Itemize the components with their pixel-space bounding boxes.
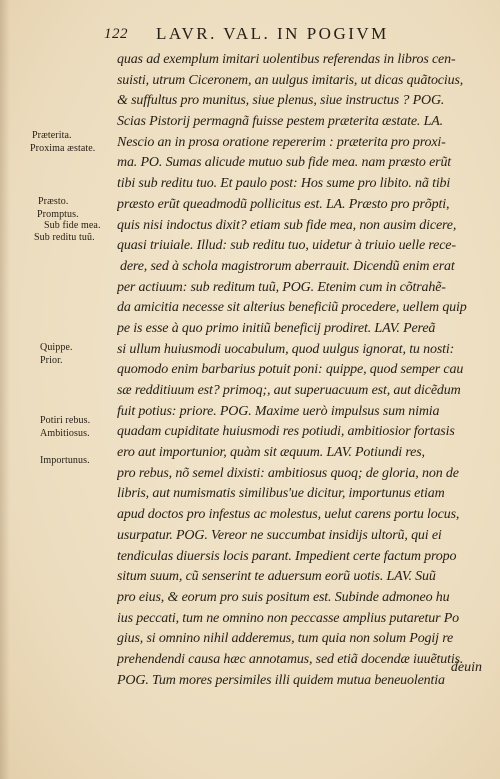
text-line: ero aut importunior, quàm sit æquum. LAV. Potiundi res, xyxy=(117,445,425,461)
margin-note: Potiri rebus. xyxy=(40,415,91,426)
text-line: præsto erũt queadmodũ pollicitus est. LA. Præsto pro prõpti, xyxy=(117,196,450,212)
text-line: & suffultus pro munitus, siue plenus, siue instructus ? POG. xyxy=(117,93,445,109)
text-line: pro eius, & eorum pro suis positum est. Subinde admoneo hu xyxy=(117,589,450,605)
text-line: usurpatur. POG. Vereor ne succumbat insidijs ultorũ, qui ei xyxy=(117,527,442,543)
text-line: POG. Tum mores persimiles illi quidem mutua beneuolentia xyxy=(117,672,445,688)
text-line: pe is esse à quo primo initiũ beneficij prodiret. LAV. Pereã xyxy=(117,320,436,336)
text-line: situm suum, cũ senserint te aduersum eorũ uotis. LAV. Suũ xyxy=(117,569,436,585)
text-line: per actiuum: sub reditum tuũ, POG. Etenim cum in cõtrahẽ- xyxy=(117,279,446,295)
margin-note: Præsto. xyxy=(38,196,69,207)
text-line: tendiculas diuersis locis parant. Impedient certe factum propo xyxy=(117,548,457,564)
margin-note: Sub fide mea. xyxy=(44,220,101,231)
text-line: Nescio an in prosa oratione repererim : præterita pro proxi- xyxy=(117,134,446,150)
body-text xyxy=(117,50,485,691)
running-head xyxy=(104,24,484,46)
text-line: Scias Pistorij permagnã fuisse pestem præterita æstate. LA. xyxy=(117,114,443,130)
text-line: quas ad exemplum imitari uolentibus referendas in libros cen- xyxy=(117,52,456,67)
text-line: dere, sed à schola magistrorum aberrauit. Dicendũ enim erat xyxy=(120,258,455,274)
margin-note: Sub reditu tuũ. xyxy=(34,232,95,243)
margin-note: Importunus. xyxy=(40,455,90,466)
text-line: fuit potius: priore. POG. Maxime uerò impulsus sum nimia xyxy=(117,403,440,419)
text-line: quomodo enim barbarius potuit poni: quippe, quod semper cau xyxy=(117,362,464,378)
margin-note: Promptus. xyxy=(37,209,79,220)
text-line: apud doctos pro infestus ac molestus, uelut carens portu locus, xyxy=(117,507,460,523)
margin-note: Præterita. xyxy=(32,130,72,141)
margin-note: Prior. xyxy=(40,355,63,366)
page-number: 122 xyxy=(104,26,128,42)
text-line: quadam cupiditate huiusmodi res potiudi, ambitiosior fortasis xyxy=(117,424,455,440)
margin-note: Quippe. xyxy=(40,342,73,353)
running-title: LAVR. VAL. IN POGIVM xyxy=(156,24,389,43)
text-line: quis nisi indoctus dixit? etiam sub fide mea, non ausim dicere, xyxy=(117,217,457,233)
text-line: gius, si omnino nihil adderemus, tum quia non solum Pogij re xyxy=(117,631,454,647)
text-line: da amicitia necesse sit alterius beneficiũ procedere, uellem quip xyxy=(117,300,467,316)
text-line: suisti, utrum Ciceronem, an uulgus imitaris, ut dicas quãtocius, xyxy=(117,72,464,88)
text-line: quasi triuiale. Illud: sub reditu tuo, uidetur à triuio uelle rece- xyxy=(117,238,456,254)
text-line: sæ redditiuum est? primoq;, aut superuacuum est, aut dicẽdum xyxy=(117,383,461,398)
margin-note: Proxima æstate. xyxy=(30,143,96,154)
text-line: prehendendi causa hæc annotamus, sed etiã docendæ iuuẽtutis. xyxy=(117,651,464,667)
text-line: tibi sub reditu tuo. Et paulo post: Hos sume pro libito. nã tibi xyxy=(117,176,451,192)
text-line: si ullum huiusmodi uocabulum, quod uulgus ignorat, tu nosti: xyxy=(117,341,455,357)
text-line: ius peccati, tum ne omnino non peccasse amplius putaretur Po xyxy=(117,610,459,626)
text-line: pro rebus, nõ semel dixisti: ambitiosus quoq; de gloria, non de xyxy=(117,465,459,481)
catchword: deuin xyxy=(450,660,482,675)
text-line: libris, aut numismatis similibus'ue dicitur, importunus etiam xyxy=(117,486,445,502)
margin-note: Ambitiosus. xyxy=(40,428,90,439)
margin-notes xyxy=(0,0,120,779)
text-line: ma. PO. Sumas alicude mutuo sub fide mea. nam præsto erũt xyxy=(117,155,452,171)
